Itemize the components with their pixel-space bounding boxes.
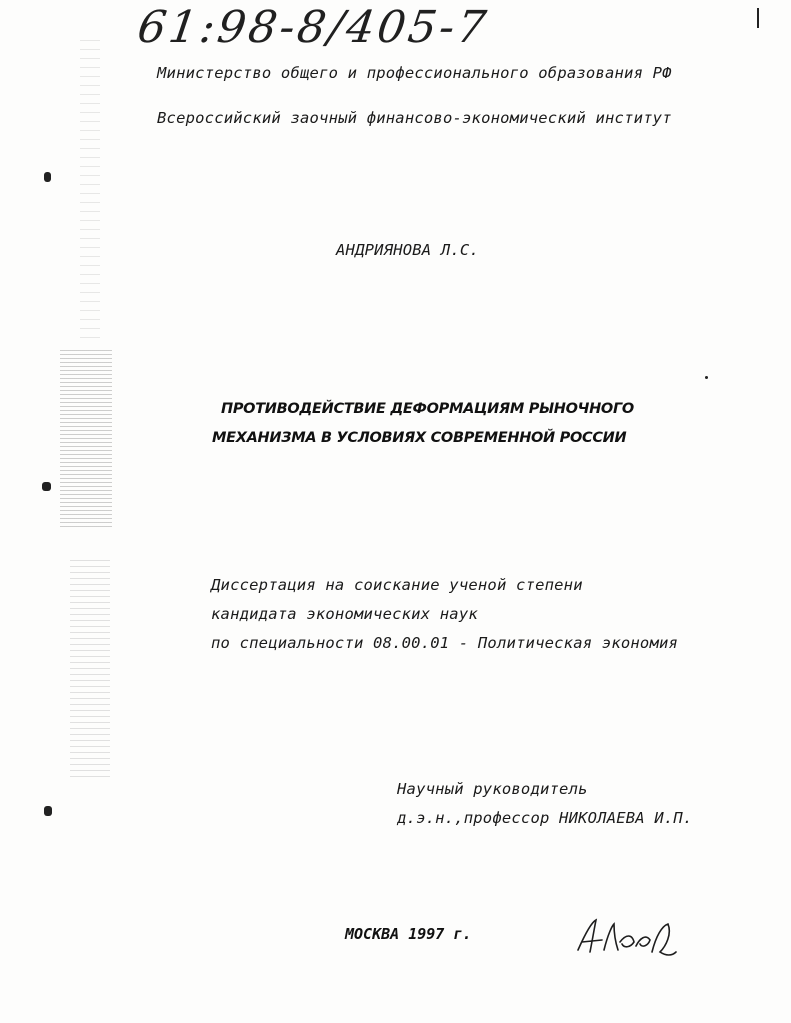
degree-line-2: кандидата экономических наук (211, 605, 478, 623)
scan-margin-noise-bottom (70, 560, 110, 780)
scan-margin-noise-middle (60, 350, 112, 530)
scan-dot-2 (42, 482, 51, 491)
scan-dot-1 (44, 172, 51, 182)
scan-margin-noise-top (80, 40, 100, 340)
supervisor-label: Научный руководитель (397, 780, 588, 798)
supervisor-name: д.э.н.,профессор НИКОЛАЕВА И.П. (397, 809, 693, 827)
scan-dot-3 (44, 806, 52, 816)
institute-line: Всероссийский заочный финансово-экономический институт (157, 109, 672, 127)
dissertation-title-line-2: МЕХАНИЗМА В УСЛОВИЯХ СОВРЕМЕННОЙ РОССИИ (212, 430, 627, 446)
degree-line-3: по специальности 08.00.01 - Политическая экономия (211, 634, 679, 652)
handwritten-signature (572, 912, 682, 962)
scan-edge-line (757, 8, 759, 28)
scan-speck (705, 376, 708, 379)
ministry-line: Министерство общего и профессионального образования РФ (157, 64, 672, 82)
degree-line-1: Диссертация на соискание ученой степени (211, 576, 583, 594)
dissertation-title-line-1: ПРОТИВОДЕЙСТВИЕ ДЕФОРМАЦИЯМ РЫНОЧНОГО (221, 401, 634, 417)
city-year: МОСКВА 1997 г. (345, 925, 472, 943)
archive-code-handwritten: 61:98-8/405-7 (134, 2, 492, 53)
author-name: АНДРИЯНОВА Л.С. (336, 241, 479, 259)
